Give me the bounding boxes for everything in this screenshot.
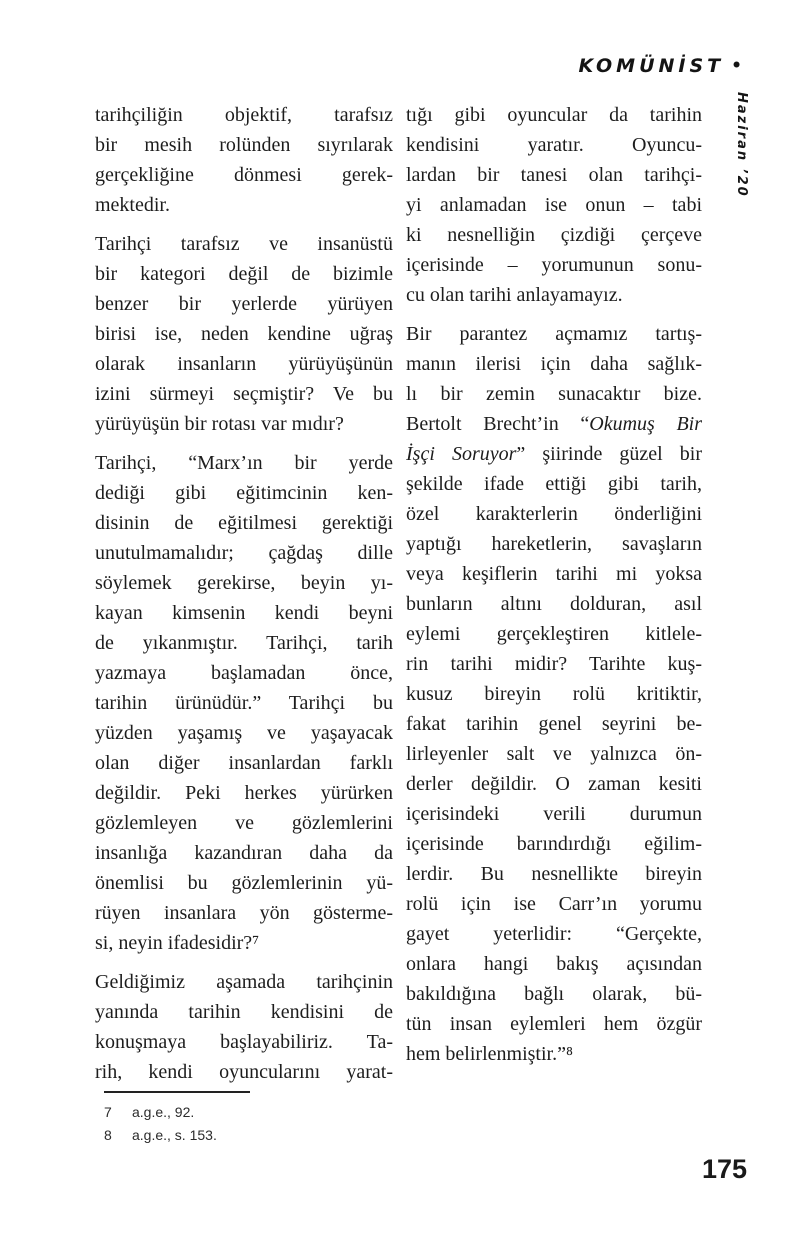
text-line: lardan bir tanesi olan tarihçi- — [406, 164, 702, 186]
footnote-number: 8 — [104, 1127, 112, 1143]
paragraph — [95, 100, 393, 220]
text-line: gayet yeterlidir: “Gerçekte, — [406, 923, 702, 945]
footnote — [104, 1101, 250, 1124]
text-line: tığı gibi oyuncular da tarihin — [406, 104, 702, 126]
text-line: tarihin ürünüdür.” Tarihçi bu — [95, 692, 393, 714]
text-line: bakıldığına bağlı olarak, bü- — [406, 983, 702, 1005]
text-line: şekilde ifade ettiği gibi tarih, — [406, 473, 702, 495]
text-line: eylemi gerçekleştiren kitlele- — [406, 623, 702, 645]
text-line: yi anlamadan ise onun – tabi — [406, 194, 702, 216]
text-line: dediği gibi eğitimcinin ken- — [95, 482, 393, 504]
text-line: Tarihçi tarafsız ve insanüstü — [95, 233, 393, 255]
text-line: içerisinde – yorumunun sonu- — [406, 254, 702, 276]
text-line: mektedir. — [95, 194, 170, 216]
text-line: olan diğer insanlardan farklı — [95, 752, 393, 774]
text-line: rolü için ise Carr’ın yorumu — [406, 893, 702, 915]
text-line: değildir. Peki herkes yürürken — [95, 782, 393, 804]
text-line: içerisinde barındırdığı eğilim- — [406, 833, 702, 855]
text-line: Geldiğimiz aşamada tarihçinin — [95, 971, 393, 993]
text-line: unutulmamalıdır; çağdaş dille — [95, 542, 393, 564]
text-line: rih, kendi oyuncularını yarat- — [95, 1061, 393, 1083]
page-number: 175 — [701, 1154, 747, 1184]
text-line: yaptığı hareketlerin, savaşların — [406, 533, 702, 555]
paragraph — [95, 967, 393, 1087]
text-line: izini sürmeyi seçmiştir? Ve bu — [95, 383, 393, 405]
text-line: Bertolt Brecht’in “Okumuş Bir — [406, 413, 702, 435]
paragraph — [95, 229, 393, 439]
text-line: tarihçiliğin objektif, tarafsız — [95, 104, 393, 126]
text-line: insanlığa kazandıran daha da — [95, 842, 393, 864]
text-line: konuşmaya başlayabiliriz. Ta- — [95, 1031, 393, 1053]
text-line: önemlisi bu gözlemlerinin yü- — [95, 872, 393, 894]
text-line: kusuz bireyin rolü kritiktir, — [406, 683, 702, 705]
masthead-bullet-icon: • — [731, 56, 742, 76]
masthead — [579, 55, 743, 77]
text-line: özel karakterlerin önderliğini — [406, 503, 702, 525]
text-line: fakat tarihin genel seyrini be- — [406, 713, 702, 735]
text-line: yanında tarihin kendisini de — [95, 1001, 393, 1023]
footnote-text: a.g.e., 92. — [132, 1104, 195, 1120]
text-line: bir mesih rolünden sıyrılarak — [95, 134, 393, 156]
text-line: lı bir zemin sunacaktır bize. — [406, 383, 702, 405]
text-line: kayan kimsenin kendi beyni — [95, 602, 393, 624]
text-line: İşçi Soruyor” şiirinde güzel bir — [406, 443, 702, 465]
text-line: yazmaya başlamadan önce, — [95, 662, 393, 684]
text-line: lirleyenler salt ve yalnızca ön- — [406, 743, 702, 765]
text-line: si, neyin ifadesidir?⁷ — [95, 932, 260, 954]
left-column — [95, 100, 393, 1096]
text-line: rin tarihi midir? Tarihte kuş- — [406, 653, 702, 675]
magazine-title: KOMÜNİST — [578, 55, 725, 77]
text-line: yüzden yaşamış ve yaşayacak — [95, 722, 393, 744]
text-line: bir kategori değil de bizimle — [95, 263, 393, 285]
text-line: gözlemleyen ve gözlemlerini — [95, 812, 393, 834]
text-line: onlara hangi bakış açısından — [406, 953, 702, 975]
text-line: bunların altını dolduran, asıl — [406, 593, 702, 615]
text-line: içerisindeki verili durumun — [406, 803, 702, 825]
text-line: de yıkanmıştır. Tarihçi, tarih — [95, 632, 393, 654]
text-line: rüyen insanlara yön gösterme- — [95, 902, 393, 924]
text-line: gerçekliğine dönmesi gerek- — [95, 164, 393, 186]
paragraph — [95, 448, 393, 958]
footnote-number: 7 — [104, 1104, 112, 1120]
text-line: manın ilerisi için daha sağlık- — [406, 353, 702, 375]
text-line: söylemek gerekirse, beyin yı- — [95, 572, 393, 594]
text-line: yürüyüşün bir rotası var mıdır? — [95, 413, 344, 435]
paragraph — [406, 319, 702, 1069]
footnote-list — [104, 1101, 250, 1147]
text-line: cu olan tarihi anlayamayız. — [406, 284, 623, 306]
text-line: olarak insanların yürüyüşünün — [95, 353, 393, 375]
text-line: veya keşiflerin tarihi mi yoksa — [406, 563, 702, 585]
footnote-separator — [104, 1091, 250, 1093]
text-line: tün insan eylemleri hem özgür — [406, 1013, 702, 1035]
text-line: Tarihçi, “Marx’ın bir yerde — [95, 452, 393, 474]
text-line: birisi ise, neden kendine uğraş — [95, 323, 393, 345]
text-line: ki nesnelliğin çizdiği çerçeve — [406, 224, 702, 246]
text-line: kendisini yaratır. Oyuncu- — [406, 134, 702, 156]
text-line: derler değildir. O zaman kesiti — [406, 773, 702, 795]
text-line: lerdir. Bu nesnellikte bireyin — [406, 863, 702, 885]
footnote-text: a.g.e., s. 153. — [132, 1127, 217, 1143]
text-line: Bir parantez açmamız tartış- — [406, 323, 702, 345]
issue-label: Haziran ’20 — [734, 92, 749, 198]
text-line: hem belirlenmiştir.”⁸ — [406, 1043, 573, 1065]
text-line: disinin de eğitilmesi gerektiği — [95, 512, 393, 534]
right-column — [406, 100, 702, 1078]
paragraph — [406, 100, 702, 310]
footnote — [104, 1124, 250, 1147]
text-line: benzer bir yerlerde yürüyen — [95, 293, 393, 315]
footnotes — [104, 1091, 250, 1147]
